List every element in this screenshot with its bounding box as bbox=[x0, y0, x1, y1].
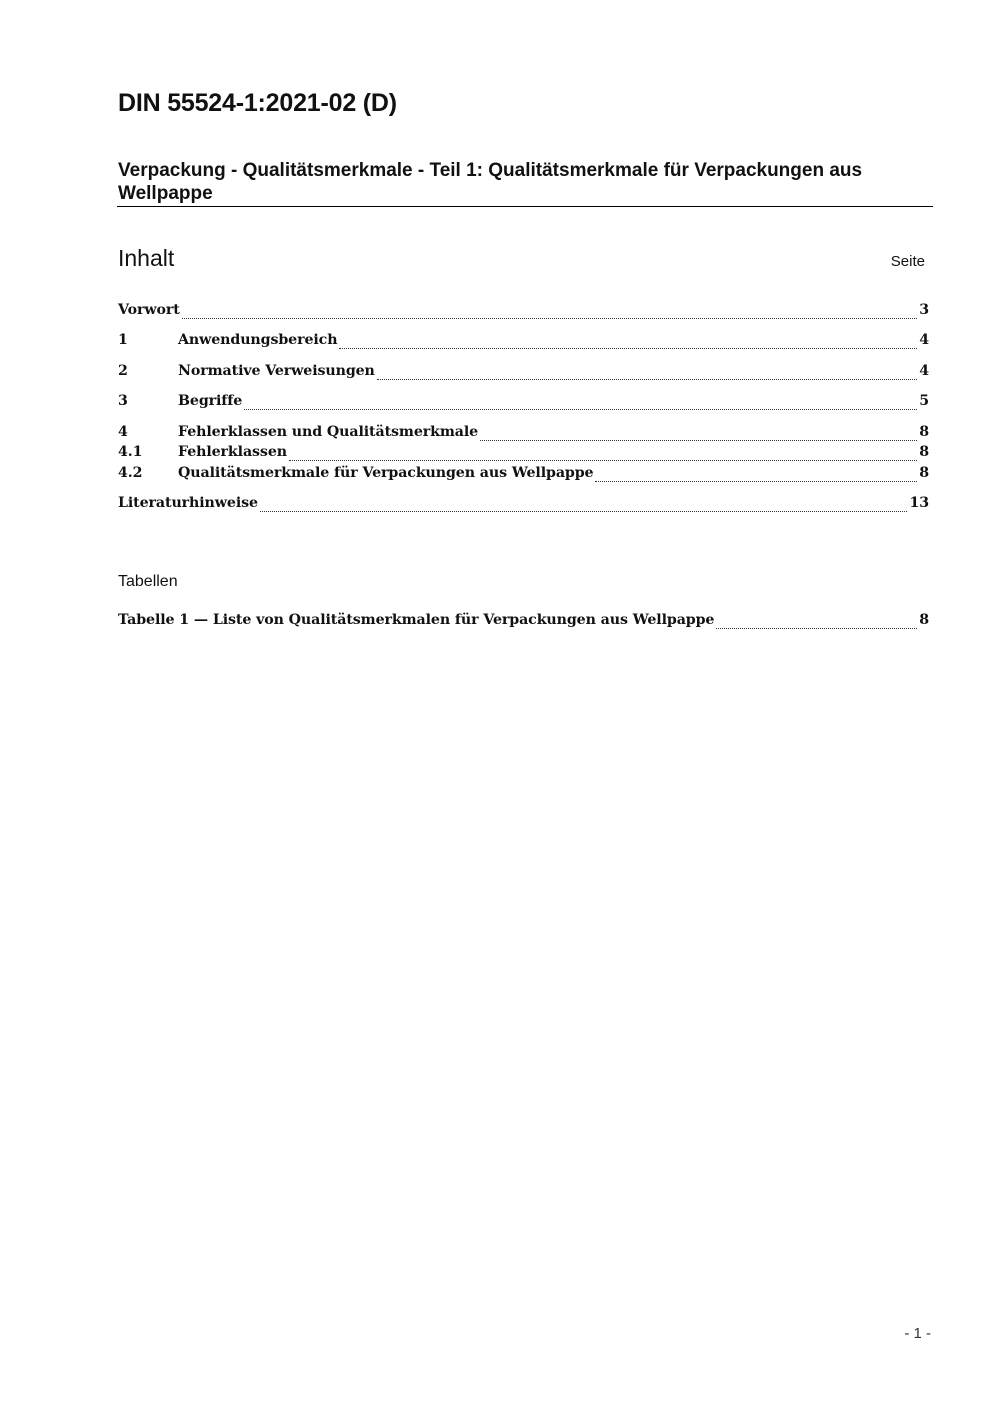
toc-entry-begriffe[interactable] bbox=[118, 393, 929, 413]
toc-entry-anwendungsbereich[interactable] bbox=[118, 332, 929, 352]
toc-leader-dots bbox=[377, 378, 917, 380]
toc-entry-qualitaetsmerkmale-wellpappe[interactable] bbox=[118, 465, 929, 485]
toc-page-column-label: Seite bbox=[890, 253, 925, 270]
page-number: - 1 - bbox=[904, 1325, 931, 1342]
toc-entry-text: Vorwort bbox=[118, 302, 180, 318]
toc-entry-page: 5 bbox=[919, 393, 929, 409]
toc-heading: Inhalt bbox=[118, 245, 175, 271]
tables-entry-page: 8 bbox=[919, 612, 929, 628]
title-divider bbox=[117, 206, 933, 207]
toc-entry-number: 4.2 bbox=[118, 465, 143, 481]
tables-heading: Tabellen bbox=[118, 573, 178, 590]
toc-entry-number: 2 bbox=[118, 363, 128, 379]
toc-entry-text: Qualitätsmerkmale für Verpackungen aus Wellpappe bbox=[178, 465, 594, 481]
toc-leader-dots bbox=[289, 459, 917, 461]
toc-entry-text: Normative Verweisungen bbox=[178, 363, 375, 379]
tables-entry-text: Tabelle 1 — Liste von Qualitätsmerkmalen für Verpackungen aus Wellpappe bbox=[118, 612, 715, 628]
toc-entry-page: 4 bbox=[919, 363, 929, 379]
document-title: Verpackung - Qualitätsmerkmale - Teil 1: Qualitätsmerkmale für Verpackungen aus Wellpappe bbox=[118, 160, 863, 204]
toc-leader-dots bbox=[260, 510, 908, 512]
toc-entry-vorwort[interactable] bbox=[118, 302, 929, 322]
toc-entry-text: Fehlerklassen bbox=[178, 444, 287, 460]
toc-entry-text: Literaturhinweise bbox=[118, 495, 258, 511]
toc-leader-dots bbox=[716, 627, 917, 629]
toc-entry-page: 8 bbox=[919, 465, 929, 481]
toc-entry-text: Begriffe bbox=[178, 393, 243, 409]
toc-entry-page: 8 bbox=[919, 444, 929, 460]
toc-entry-literaturhinweise[interactable] bbox=[118, 495, 929, 515]
toc-entry-number: 4 bbox=[118, 424, 128, 440]
toc-entry-page: 13 bbox=[909, 495, 929, 511]
toc-entry-page: 3 bbox=[919, 302, 929, 318]
toc-entry-text: Fehlerklassen und Qualitätsmerkmale bbox=[178, 424, 479, 440]
toc-entry-text: Anwendungsbereich bbox=[178, 332, 338, 348]
toc-leader-dots bbox=[182, 317, 918, 319]
toc-entry-number: 1 bbox=[118, 332, 128, 348]
toc-leader-dots bbox=[339, 347, 917, 349]
document-id: DIN 55524-1:2021-02 (D) bbox=[118, 89, 397, 117]
toc-entry-number: 4.1 bbox=[118, 444, 143, 460]
toc-leader-dots bbox=[244, 408, 917, 410]
toc-entry-fehlerklassen-und-qualitaetsmerkmale[interactable] bbox=[118, 424, 929, 444]
toc-entry-page: 8 bbox=[919, 424, 929, 440]
toc-entry-normative-verweisungen[interactable] bbox=[118, 363, 929, 383]
toc-entry-page: 4 bbox=[919, 332, 929, 348]
toc-leader-dots bbox=[595, 480, 917, 482]
tables-entry-tabelle-1[interactable] bbox=[118, 612, 929, 632]
toc-leader-dots bbox=[480, 439, 917, 441]
toc-entry-fehlerklassen[interactable] bbox=[118, 444, 929, 464]
toc-entry-number: 3 bbox=[118, 393, 128, 409]
